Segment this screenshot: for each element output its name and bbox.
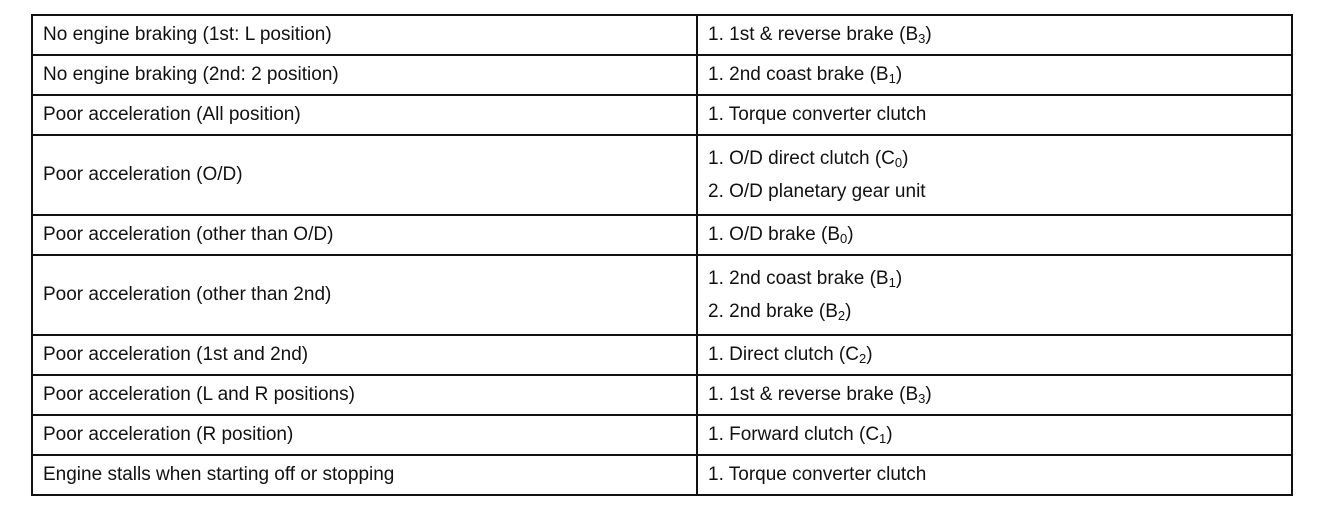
table-row <box>32 375 1292 415</box>
symptom-cell: Poor acceleration (L and R positions) <box>32 375 697 415</box>
table-row <box>32 255 1292 335</box>
part-text: 1. Torque converter clutch <box>708 104 927 125</box>
part-text: 1. 1st & reverse brake (B <box>708 384 919 405</box>
parts-cell <box>697 215 1292 255</box>
part-line <box>708 384 1281 406</box>
table-body <box>32 15 1292 495</box>
part-subscript: 3 <box>918 391 926 406</box>
symptom-cell: Engine stalls when starting off or stopping <box>32 455 697 495</box>
part-text: 1. Torque converter clutch <box>708 464 927 485</box>
part-line <box>708 148 1281 170</box>
part-line <box>708 224 1281 246</box>
table-row <box>32 215 1292 255</box>
symptom-cell: Poor acceleration (1st and 2nd) <box>32 335 697 375</box>
parts-cell <box>697 455 1292 495</box>
part-line <box>708 464 1281 486</box>
part-line <box>708 344 1281 366</box>
table-row <box>32 135 1292 215</box>
troubleshooting-table <box>31 14 1293 496</box>
part-text: 1. Forward clutch (C <box>708 424 880 445</box>
symptom-cell: Poor acceleration (other than 2nd) <box>32 255 697 335</box>
parts-cell <box>697 135 1292 215</box>
part-text-end: ) <box>925 24 932 45</box>
part-subscript: 1 <box>879 431 887 446</box>
table-row <box>32 95 1292 135</box>
part-line <box>708 24 1281 46</box>
parts-cell <box>697 55 1292 95</box>
part-line <box>708 181 1281 203</box>
symptom-cell: Poor acceleration (O/D) <box>32 135 697 215</box>
table-row <box>32 455 1292 495</box>
symptom-cell: No engine braking (2nd: 2 position) <box>32 55 697 95</box>
symptom-cell: Poor acceleration (All position) <box>32 95 697 135</box>
part-line <box>708 301 1281 323</box>
part-text-end: ) <box>895 267 903 289</box>
parts-cell <box>697 95 1292 135</box>
part-text: 1. O/D direct clutch (C <box>708 147 895 169</box>
part-text: 1. 1st & reverse brake (B <box>708 24 919 45</box>
part-text-end: ) <box>845 300 852 322</box>
symptom-cell: Poor acceleration (R position) <box>32 415 697 455</box>
part-subscript: 3 <box>918 31 926 46</box>
part-text-end: ) <box>866 344 873 365</box>
parts-cell <box>697 335 1292 375</box>
part-text-end: ) <box>847 224 854 245</box>
table-row <box>32 415 1292 455</box>
part-text: 1. 2nd coast brake (B <box>708 64 889 85</box>
part-text-end: ) <box>925 384 932 405</box>
symptom-cell: Poor acceleration (other than O/D) <box>32 215 697 255</box>
part-line <box>708 424 1281 446</box>
part-text-end: ) <box>895 64 903 85</box>
part-line <box>708 64 1281 86</box>
part-text-end: ) <box>902 147 909 169</box>
part-line <box>708 104 1281 126</box>
part-subscript: 0 <box>894 154 903 170</box>
part-text: 2. O/D planetary gear unit <box>708 180 926 202</box>
parts-cell <box>697 15 1292 55</box>
part-subscript: 1 <box>888 71 896 86</box>
table-row <box>32 15 1292 55</box>
part-line <box>708 268 1281 290</box>
part-subscript: 1 <box>888 274 896 290</box>
part-subscript: 2 <box>837 307 846 323</box>
part-text: 1. O/D brake (B <box>708 224 840 245</box>
parts-cell <box>697 375 1292 415</box>
parts-cell <box>697 415 1292 455</box>
part-text: 1. 2nd coast brake (B <box>708 267 889 289</box>
troubleshooting-table-container <box>31 14 1291 496</box>
symptom-cell: No engine braking (1st: L position) <box>32 15 697 55</box>
parts-cell <box>697 255 1292 335</box>
part-subscript: 0 <box>840 231 848 246</box>
part-text: 2. 2nd brake (B <box>708 300 838 322</box>
part-text: 1. Direct clutch (C <box>708 344 859 365</box>
part-subscript: 2 <box>858 351 867 366</box>
table-row <box>32 55 1292 95</box>
part-text-end: ) <box>886 424 893 445</box>
table-row <box>32 335 1292 375</box>
